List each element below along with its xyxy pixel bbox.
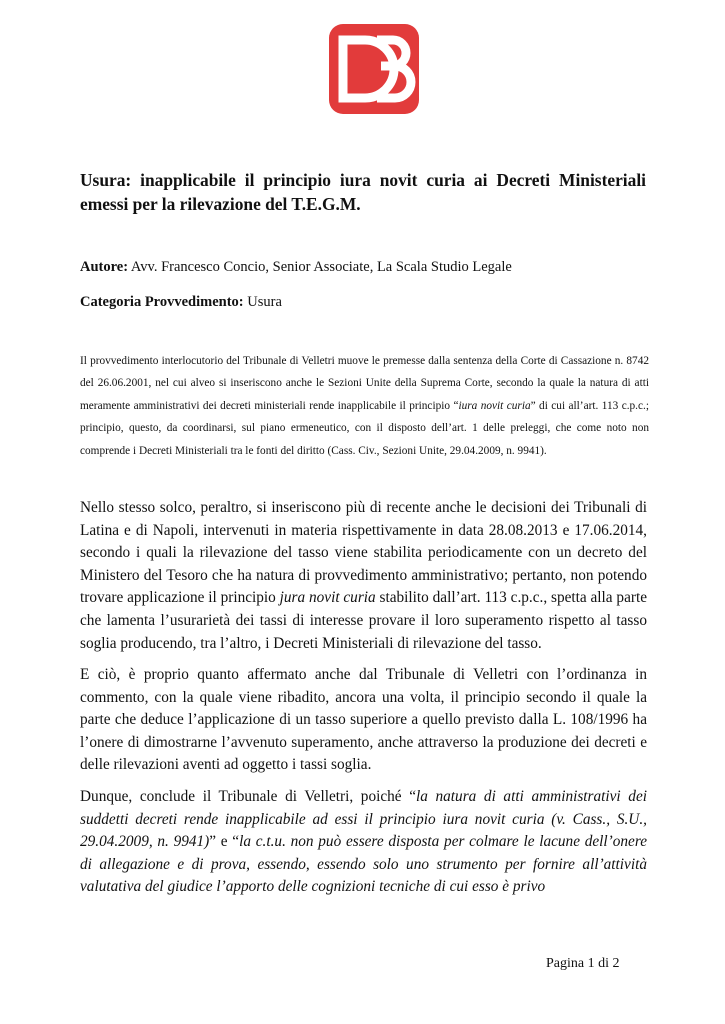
summary-text-1: Il provvedimento interlocutorio del Tribunale di Velletri muove le premesse dalla sentenza della Corte di Cassazione n. 8742 del 26.06.2001, nel cui alveo si inseriscono anche le Sezioni Unite della Suprema Corte, secondo la quale la natura di atti meramente amministrativi dei decreti ministeriali rende inapplicabile il principio “ — [80, 355, 649, 412]
para1-text-2: stabilito dall’art. 113 c.p.c., spetta alla parte che lamenta l’usurarietà dei tassi di interesse provare il loro superamento rispetto al tasso soglia producendo, tra l’altro, i Decreti Ministeriali di rilevazione del tasso. — [80, 589, 647, 652]
para3-text-1: Dunque, conclude il Tribunale di Velletri, poiché “ — [80, 788, 416, 805]
para3-text-2: ” e “ — [209, 833, 240, 851]
para1-text-1: Nello stesso solco, peraltro, si inseriscono più di recente anche le decisioni dei Tribunali di Latina e di Napoli, intervenuti in materia rispettivamente in data 28.08.2013 e 17.06.2014, secondo i quali la rilevazione del tasso viene stabilita periodicamente con un decreto del Ministero del Tesoro che ha natura di provvedimento amministrativo; pertanto, non potendo trovare applicazione il principio — [80, 499, 647, 607]
author-line — [80, 258, 512, 276]
document-title: Usura: inapplicabile il principio iura novit curia ai Decreti Ministeriali emessi per la rilevazione del T.E.G.M. — [80, 170, 646, 214]
page-number: Pagina 1 di 2 — [546, 956, 620, 971]
category-label: Categoria Provvedimento: — [80, 294, 244, 310]
summary-paragraph — [80, 350, 649, 462]
para3-italic-2: la c.t.u. non può essere disposta per colmare le lacune dell’onere di allegazione e di prova, essendo, essendo solo uno strumento per fornire all’attività valutativa del giudice l’apporto delle cognizioni tecniche di cui esso è privo — [80, 833, 647, 896]
para3-italic-1: la natura di atti amministrativi dei suddetti decreti rende inapplicabile ad essi il principio iura novit curia (v. Cass., S.U., 29.04.2009, n. 9941) — [80, 788, 647, 851]
author-label: Autore: — [80, 259, 129, 275]
body-paragraph-2: E ciò, è proprio quanto affermato anche dal Tribunale di Velletri con l’ordinanza in commento, con la quale viene ribadito, ancora una volta, il principio secondo il quale la parte che deduce l’applicazione di un tasso superiore a quello previsto dalla L. 108/1996 ha l’onere di dimostrarne l’avvenuto superamento, anche attraverso la produzione dei decreti e delle rilevazioni aventi ad oggetto i tassi soglia. — [80, 666, 647, 774]
author-value: Avv. Francesco Concio, Senior Associate, La Scala Studio Legale — [130, 259, 512, 275]
summary-text-2: ” di cui all’art. 113 c.p.c.; principio, questo, da coordinarsi, sul piano ermeneutico, con il disposto dell’art. 1 delle preleggi, che come noto non comprende i Decreti Ministeriali tra le fonti del diritto (Cass. Civ., Sezioni Unite, 29.04.2009, n. 9941). — [80, 399, 649, 457]
db-logo — [329, 24, 419, 114]
body-paragraph-1 — [80, 497, 647, 655]
category-value: Usura — [247, 294, 282, 310]
category-line — [80, 293, 282, 311]
summary-italic: iura novit curia — [458, 399, 531, 412]
body-paragraph-3 — [80, 786, 647, 899]
para1-italic: jura novit curia — [279, 589, 376, 607]
